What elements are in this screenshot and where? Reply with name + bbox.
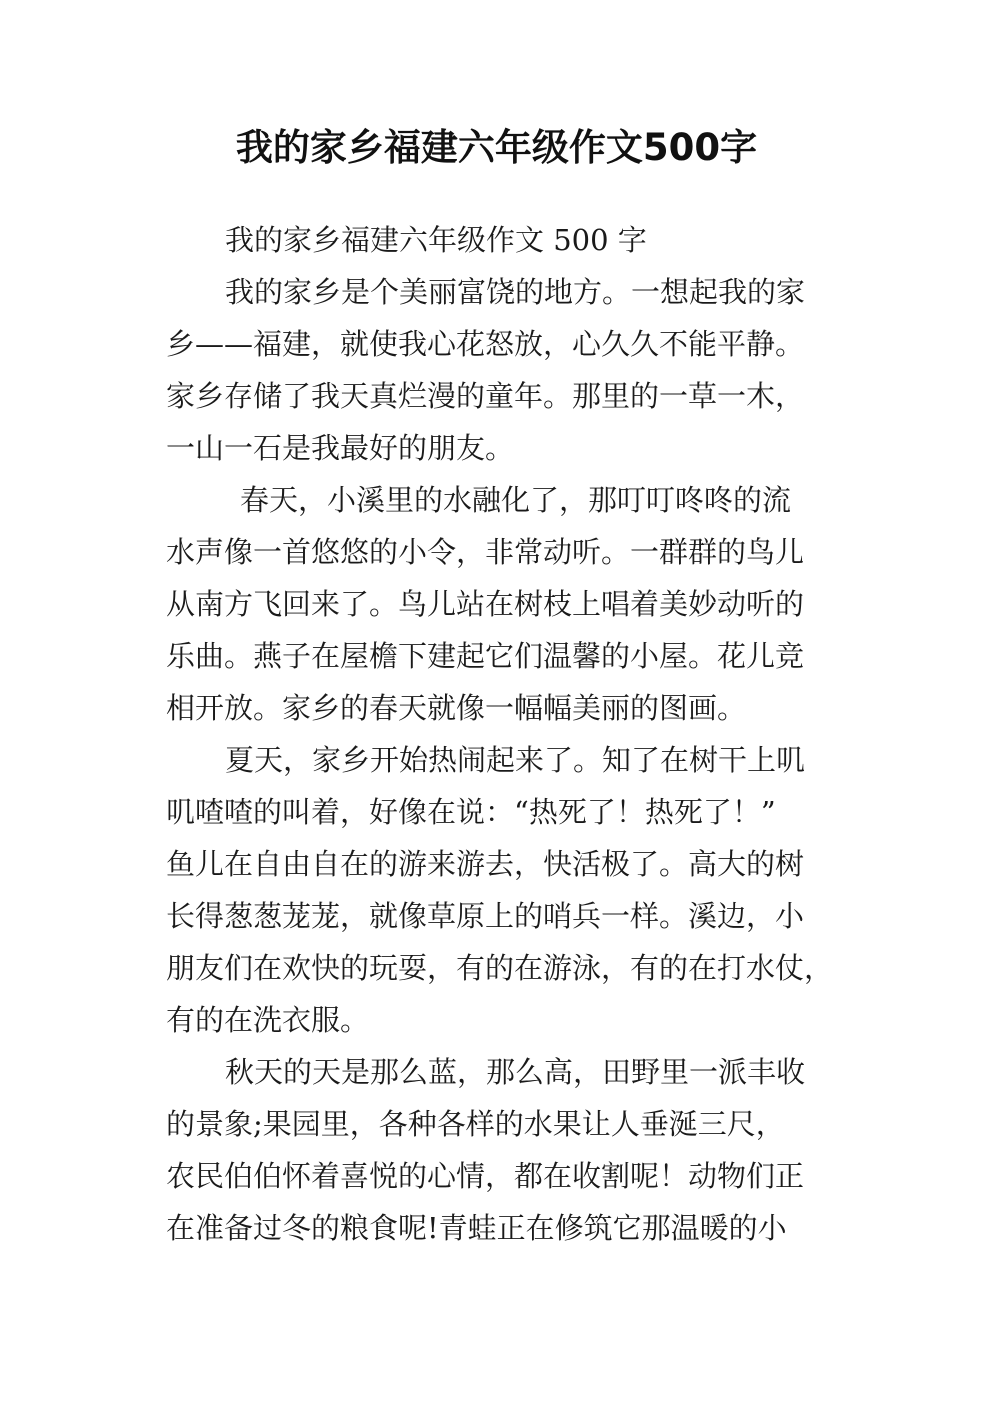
- paragraph-1-line-4: 一山一石是我最好的朋友。: [166, 431, 515, 465]
- paragraph-2-line-1: 春天，小溪里的水融化了，那叮叮咚咚的流: [240, 483, 792, 517]
- paragraph-3-line-2: 叽喳喳的叫着，好像在说：“热死了！热死了！”: [166, 795, 776, 829]
- paragraph-3-line-1: 夏天，家乡开始热闹起来了。知了在树干上叽: [225, 743, 806, 777]
- paragraph-2-line-2: 水声像一首悠悠的小令，非常动听。一群群的鸟儿: [166, 535, 805, 569]
- paragraph-4-line-3: 农民伯伯怀着喜悦的心情，都在收割呢！动物们正: [166, 1159, 805, 1193]
- paragraph-2-line-4: 乐曲。燕子在屋檐下建起它们温馨的小屋。花儿竞: [166, 639, 805, 673]
- paragraph-3-line-4: 长得葱葱茏茏，就像草原上的哨兵一样。溪边，小: [166, 899, 805, 933]
- paragraph-4-line-4: 在准备过冬的粮食呢!青蛙正在修筑它那温暖的小: [166, 1211, 787, 1245]
- paragraph-1-line-3: 家乡存储了我天真烂漫的童年。那里的一草一木，: [166, 379, 805, 413]
- paragraph-4-line-1: 秋天的天是那么蓝，那么高，田野里一派丰收: [225, 1055, 806, 1089]
- paragraph-2-line-3: 从南方飞回来了。鸟儿站在树枝上唱着美妙动听的: [166, 587, 805, 621]
- subtitle-line: 我的家乡福建六年级作文 500 字: [225, 223, 647, 257]
- document-body: [166, 214, 840, 1254]
- paragraph-2-line-5: 相开放。家乡的春天就像一幅幅美丽的图画。: [166, 691, 747, 725]
- paragraph-3-line-6: 有的在洗衣服。: [166, 1003, 370, 1037]
- paragraph-1-line-2: 乡——福建，就使我心花怒放，心久久不能平静。: [166, 327, 805, 361]
- paragraph-4-line-2: 的景象;果园里，各种各样的水果让人垂涎三尺，: [166, 1107, 785, 1141]
- paragraph-3-line-5: 朋友们在欢快的玩耍，有的在游泳，有的在打水仗，: [166, 951, 834, 985]
- document-title: 我的家乡福建六年级作文500字: [235, 126, 758, 169]
- paragraph-1-line-1: 我的家乡是个美丽富饶的地方。一想起我的家: [225, 275, 806, 309]
- paragraph-3-line-3: 鱼儿在自由自在的游来游去，快活极了。高大的树: [166, 847, 805, 881]
